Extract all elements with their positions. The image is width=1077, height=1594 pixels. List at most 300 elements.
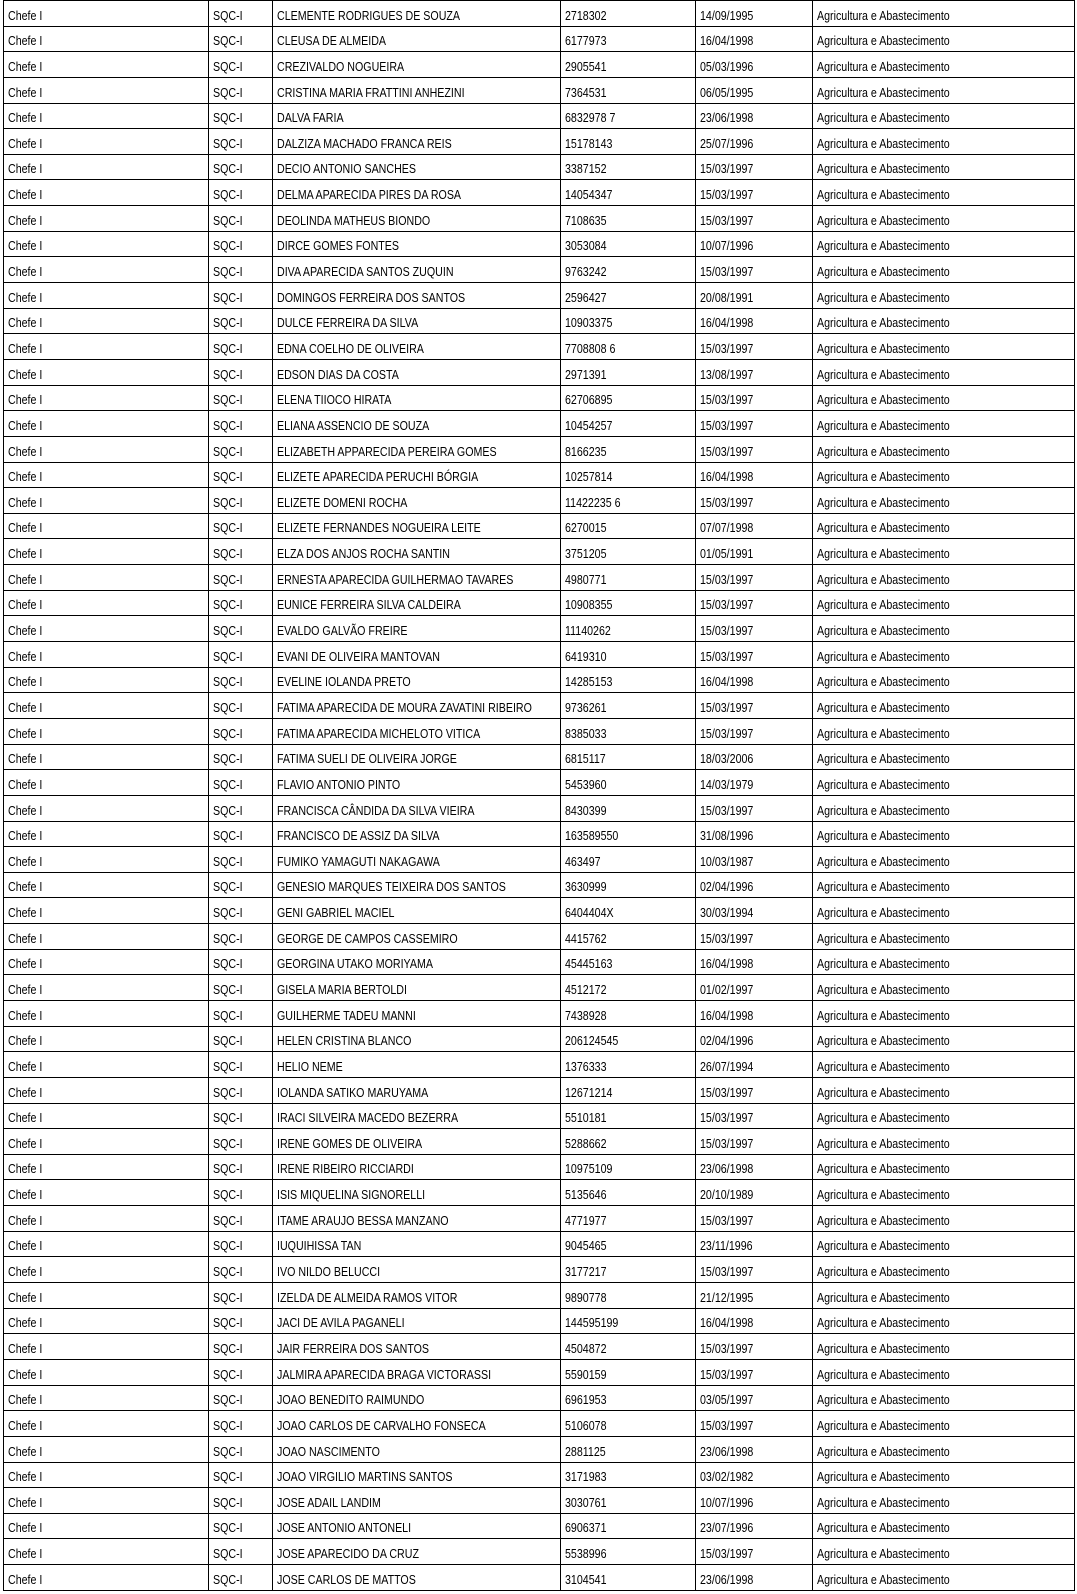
ref-cell-text: SQC-I — [213, 1212, 243, 1228]
ref-cell — [209, 770, 273, 796]
date-cell-text: 16/04/1998 — [700, 1315, 754, 1331]
date-cell-text: 10/07/1996 — [700, 238, 754, 254]
name-cell-text: ELENA TIIOCO HIRATA — [277, 392, 392, 408]
cargo-cell-text: Chefe I — [8, 1161, 43, 1177]
rg-cell-text: 4980771 — [565, 571, 607, 587]
department-cell — [813, 718, 1075, 744]
department-cell — [813, 154, 1075, 180]
ref-cell-text: SQC-I — [213, 1238, 243, 1254]
ref-cell — [209, 308, 273, 334]
department-cell — [813, 77, 1075, 103]
department-cell — [813, 180, 1075, 206]
rg-cell — [561, 1436, 696, 1462]
cargo-cell-text: Chefe I — [8, 981, 43, 997]
cargo-cell-text: Chefe I — [8, 546, 43, 562]
department-cell-text: Agricultura e Abastecimento — [817, 674, 950, 690]
table-row — [4, 770, 1075, 796]
cargo-cell-text: Chefe I — [8, 1417, 43, 1433]
department-cell-text: Agricultura e Abastecimento — [817, 212, 950, 228]
rg-cell — [561, 1539, 696, 1565]
rg-cell-text: 3053084 — [565, 238, 607, 254]
department-cell-text: Agricultura e Abastecimento — [817, 1110, 950, 1126]
table-row — [4, 334, 1075, 360]
date-cell-text: 15/03/1997 — [700, 1110, 754, 1126]
date-cell — [696, 154, 813, 180]
date-cell — [696, 77, 813, 103]
date-cell-text: 15/03/1997 — [700, 1084, 754, 1100]
department-cell-text: Agricultura e Abastecimento — [817, 699, 950, 715]
rg-cell-text: 7364531 — [565, 84, 607, 100]
cargo-cell — [4, 359, 209, 385]
date-cell-text: 15/03/1997 — [700, 725, 754, 741]
cargo-cell — [4, 154, 209, 180]
cargo-cell — [4, 1334, 209, 1360]
name-cell — [273, 1103, 561, 1129]
date-cell — [696, 385, 813, 411]
name-cell — [273, 359, 561, 385]
ref-cell — [209, 334, 273, 360]
ref-cell-text: SQC-I — [213, 264, 243, 280]
name-cell — [273, 565, 561, 591]
ref-cell-text: SQC-I — [213, 1033, 243, 1049]
name-cell-text: EVELINE IOLANDA PRETO — [277, 674, 411, 690]
ref-cell — [209, 257, 273, 283]
cargo-cell — [4, 1052, 209, 1078]
date-cell-text: 25/07/1996 — [700, 135, 754, 151]
table-row — [4, 1359, 1075, 1385]
staff-table — [3, 0, 1075, 1591]
rg-cell-text: 2971391 — [565, 366, 607, 382]
cargo-cell-text: Chefe I — [8, 84, 43, 100]
name-cell-text: EVANI DE OLIVEIRA MANTOVAN — [277, 648, 440, 664]
table-row — [4, 52, 1075, 78]
rg-cell-text: 144595199 — [565, 1315, 619, 1331]
rg-cell-text: 10257814 — [565, 469, 613, 485]
name-cell-text: IRENE GOMES DE OLIVEIRA — [277, 1135, 423, 1151]
rg-cell-text: 5135646 — [565, 1187, 607, 1203]
date-cell-text: 15/03/1997 — [700, 648, 754, 664]
ref-cell — [209, 744, 273, 770]
cargo-cell-text: Chefe I — [8, 469, 43, 485]
cargo-cell — [4, 821, 209, 847]
ref-cell-text: SQC-I — [213, 315, 243, 331]
name-cell-text: GISELA MARIA BERTOLDI — [277, 981, 407, 997]
cargo-cell — [4, 513, 209, 539]
rg-cell — [561, 975, 696, 1001]
name-cell — [273, 436, 561, 462]
date-cell — [696, 26, 813, 52]
name-cell — [273, 744, 561, 770]
ref-cell-text: SQC-I — [213, 1058, 243, 1074]
date-cell-text: 16/04/1998 — [700, 674, 754, 690]
ref-cell-text: SQC-I — [213, 1264, 243, 1280]
department-cell-text: Agricultura e Abastecimento — [817, 187, 950, 203]
date-cell-text: 15/03/1997 — [700, 392, 754, 408]
ref-cell — [209, 642, 273, 668]
name-cell — [273, 488, 561, 514]
cargo-cell-text: Chefe I — [8, 238, 43, 254]
cargo-cell-text: Chefe I — [8, 58, 43, 74]
name-cell-text: DALZIZA MACHADO FRANCA REIS — [277, 135, 452, 151]
name-cell — [273, 616, 561, 642]
ref-cell-text: SQC-I — [213, 1417, 243, 1433]
name-cell-text: ELIZETE APARECIDA PERUCHI BÓRGIA — [277, 469, 479, 485]
ref-cell-text: SQC-I — [213, 187, 243, 203]
cargo-cell — [4, 77, 209, 103]
date-cell-text: 05/03/1996 — [700, 58, 754, 74]
cargo-cell-text: Chefe I — [8, 1007, 43, 1023]
date-cell — [696, 1565, 813, 1591]
table-row — [4, 488, 1075, 514]
name-cell-text: JOSE APARECIDO DA CRUZ — [277, 1546, 419, 1562]
ref-cell — [209, 411, 273, 437]
name-cell — [273, 1257, 561, 1283]
cargo-cell — [4, 206, 209, 232]
department-cell-text: Agricultura e Abastecimento — [817, 1161, 950, 1177]
rg-cell-text: 5590159 — [565, 1366, 607, 1382]
table-row — [4, 385, 1075, 411]
cargo-cell-text: Chefe I — [8, 1494, 43, 1510]
department-cell-text: Agricultura e Abastecimento — [817, 1058, 950, 1074]
date-cell — [696, 718, 813, 744]
department-cell — [813, 642, 1075, 668]
rg-cell — [561, 334, 696, 360]
date-cell-text: 15/03/1997 — [700, 802, 754, 818]
department-cell — [813, 1411, 1075, 1437]
name-cell — [273, 590, 561, 616]
ref-cell — [209, 1385, 273, 1411]
rg-cell-text: 7438928 — [565, 1007, 607, 1023]
department-cell — [813, 1539, 1075, 1565]
department-cell — [813, 1359, 1075, 1385]
name-cell-text: ELIZETE DOMENI ROCHA — [277, 494, 408, 510]
rg-cell — [561, 770, 696, 796]
cargo-cell-text: Chefe I — [8, 828, 43, 844]
department-cell — [813, 488, 1075, 514]
name-cell-text: JOAO CARLOS DE CARVALHO FONSECA — [277, 1417, 486, 1433]
date-cell-text: 03/02/1982 — [700, 1469, 754, 1485]
name-cell — [273, 206, 561, 232]
ref-cell-text: SQC-I — [213, 1494, 243, 1510]
cargo-cell — [4, 898, 209, 924]
date-cell — [696, 1026, 813, 1052]
department-cell — [813, 1000, 1075, 1026]
date-cell — [696, 462, 813, 488]
department-cell-text: Agricultura e Abastecimento — [817, 135, 950, 151]
rg-cell — [561, 1077, 696, 1103]
ref-cell-text: SQC-I — [213, 1392, 243, 1408]
cargo-cell-text: Chefe I — [8, 110, 43, 126]
rg-cell — [561, 924, 696, 950]
rg-cell — [561, 667, 696, 693]
date-cell-text: 10/07/1996 — [700, 1494, 754, 1510]
cargo-cell-text: Chefe I — [8, 751, 43, 767]
date-cell — [696, 1231, 813, 1257]
cargo-cell-text: Chefe I — [8, 1110, 43, 1126]
department-cell — [813, 693, 1075, 719]
department-cell — [813, 1052, 1075, 1078]
cargo-cell — [4, 616, 209, 642]
name-cell — [273, 231, 561, 257]
table-row — [4, 821, 1075, 847]
ref-cell — [209, 180, 273, 206]
table-row — [4, 642, 1075, 668]
ref-cell — [209, 821, 273, 847]
rg-cell-text: 2881125 — [565, 1443, 606, 1459]
cargo-cell-text: Chefe I — [8, 7, 43, 23]
rg-cell-text: 9890778 — [565, 1289, 607, 1305]
name-cell-text: EDSON DIAS DA COSTA — [277, 366, 399, 382]
name-cell-text: JOAO NASCIMENTO — [277, 1443, 380, 1459]
date-cell — [696, 1052, 813, 1078]
rg-cell — [561, 488, 696, 514]
date-cell — [696, 308, 813, 334]
rg-cell-text: 5453960 — [565, 776, 607, 792]
table-row — [4, 898, 1075, 924]
date-cell — [696, 411, 813, 437]
rg-cell-text: 10975109 — [565, 1161, 613, 1177]
date-cell — [696, 1462, 813, 1488]
rg-cell-text: 62706895 — [565, 392, 613, 408]
cargo-cell — [4, 924, 209, 950]
department-cell — [813, 1283, 1075, 1309]
rg-cell — [561, 308, 696, 334]
rg-cell-text: 8430399 — [565, 802, 607, 818]
rg-cell — [561, 513, 696, 539]
table-row — [4, 1565, 1075, 1591]
department-cell-text: Agricultura e Abastecimento — [817, 340, 950, 356]
rg-cell — [561, 1231, 696, 1257]
rg-cell-text: 2905541 — [565, 58, 607, 74]
department-cell-text: Agricultura e Abastecimento — [817, 776, 950, 792]
ref-cell — [209, 1436, 273, 1462]
ref-cell — [209, 693, 273, 719]
name-cell-text: ELIZABETH APPARECIDA PEREIRA GOMES — [277, 443, 497, 459]
rg-cell-text: 3171983 — [565, 1469, 607, 1485]
department-cell-text: Agricultura e Abastecimento — [817, 469, 950, 485]
name-cell — [273, 693, 561, 719]
ref-cell — [209, 616, 273, 642]
ref-cell — [209, 667, 273, 693]
name-cell — [273, 180, 561, 206]
table-row — [4, 1334, 1075, 1360]
date-cell-text: 03/05/1997 — [700, 1392, 754, 1408]
cargo-cell-text: Chefe I — [8, 1033, 43, 1049]
department-cell-text: Agricultura e Abastecimento — [817, 1135, 950, 1151]
rg-cell-text: 7708808 6 — [565, 340, 616, 356]
date-cell — [696, 1411, 813, 1437]
name-cell — [273, 847, 561, 873]
name-cell-text: DALVA FARIA — [277, 110, 344, 126]
department-cell — [813, 1308, 1075, 1334]
cargo-cell — [4, 103, 209, 129]
ref-cell-text: SQC-I — [213, 725, 243, 741]
cargo-cell — [4, 565, 209, 591]
cargo-cell-text: Chefe I — [8, 1469, 43, 1485]
cargo-cell-text: Chefe I — [8, 392, 43, 408]
department-cell — [813, 1180, 1075, 1206]
rg-cell-text: 15178143 — [565, 135, 613, 151]
date-cell-text: 15/03/1997 — [700, 340, 754, 356]
department-cell — [813, 1513, 1075, 1539]
name-cell — [273, 1000, 561, 1026]
department-cell-text: Agricultura e Abastecimento — [817, 1238, 950, 1254]
table-row — [4, 129, 1075, 155]
rg-cell — [561, 77, 696, 103]
name-cell-text: DELMA APARECIDA PIRES DA ROSA — [277, 187, 462, 203]
cargo-cell — [4, 436, 209, 462]
cargo-cell — [4, 1026, 209, 1052]
rg-cell-text: 6177973 — [565, 33, 607, 49]
rg-cell — [561, 642, 696, 668]
table-row — [4, 231, 1075, 257]
date-cell-text: 15/03/1997 — [700, 699, 754, 715]
ref-cell — [209, 488, 273, 514]
date-cell — [696, 565, 813, 591]
date-cell-text: 15/03/1997 — [700, 494, 754, 510]
table-row — [4, 1154, 1075, 1180]
date-cell-text: 20/08/1991 — [700, 289, 754, 305]
ref-cell — [209, 1154, 273, 1180]
rg-cell — [561, 1103, 696, 1129]
ref-cell-text: SQC-I — [213, 212, 243, 228]
department-cell — [813, 462, 1075, 488]
cargo-cell-text: Chefe I — [8, 340, 43, 356]
name-cell-text: JOSE ANTONIO ANTONELI — [277, 1520, 412, 1536]
name-cell — [273, 129, 561, 155]
rg-cell-text: 6906371 — [565, 1520, 607, 1536]
department-cell — [813, 1077, 1075, 1103]
cargo-cell — [4, 642, 209, 668]
cargo-cell-text: Chefe I — [8, 161, 43, 177]
ref-cell-text: SQC-I — [213, 289, 243, 305]
date-cell — [696, 103, 813, 129]
name-cell-text: DECIO ANTONIO SANCHES — [277, 161, 417, 177]
cargo-cell — [4, 385, 209, 411]
cargo-cell-text: Chefe I — [8, 802, 43, 818]
date-cell — [696, 924, 813, 950]
date-cell — [696, 1334, 813, 1360]
date-cell-text: 02/04/1996 — [700, 1033, 754, 1049]
ref-cell — [209, 718, 273, 744]
table-row — [4, 565, 1075, 591]
ref-cell — [209, 129, 273, 155]
department-cell-text: Agricultura e Abastecimento — [817, 725, 950, 741]
cargo-cell — [4, 1257, 209, 1283]
ref-cell — [209, 231, 273, 257]
department-cell-text: Agricultura e Abastecimento — [817, 905, 950, 921]
table-row — [4, 616, 1075, 642]
date-cell-text: 15/03/1997 — [700, 1340, 754, 1356]
rg-cell-text: 3387152 — [565, 161, 607, 177]
date-cell-text: 15/03/1997 — [700, 417, 754, 433]
department-cell — [813, 1436, 1075, 1462]
date-cell — [696, 693, 813, 719]
ref-cell-text: SQC-I — [213, 1315, 243, 1331]
department-cell — [813, 103, 1075, 129]
date-cell-text: 14/03/1979 — [700, 776, 754, 792]
table-row — [4, 283, 1075, 309]
cargo-cell-text: Chefe I — [8, 520, 43, 536]
table-row — [4, 206, 1075, 232]
date-cell-text: 01/05/1991 — [700, 546, 754, 562]
department-cell — [813, 1154, 1075, 1180]
name-cell-text: IOLANDA SATIKO MARUYAMA — [277, 1084, 429, 1100]
cargo-cell — [4, 1077, 209, 1103]
department-cell — [813, 1385, 1075, 1411]
name-cell-text: JOAO VIRGILIO MARTINS SANTOS — [277, 1469, 453, 1485]
ref-cell-text: SQC-I — [213, 930, 243, 946]
date-cell — [696, 1257, 813, 1283]
department-cell — [813, 949, 1075, 975]
cargo-cell — [4, 1231, 209, 1257]
department-cell-text: Agricultura e Abastecimento — [817, 546, 950, 562]
department-cell-text: Agricultura e Abastecimento — [817, 417, 950, 433]
rg-cell — [561, 718, 696, 744]
date-cell-text: 02/04/1996 — [700, 879, 754, 895]
table-row — [4, 513, 1075, 539]
date-cell — [696, 1488, 813, 1514]
name-cell — [273, 770, 561, 796]
date-cell — [696, 334, 813, 360]
date-cell — [696, 1385, 813, 1411]
ref-cell-text: SQC-I — [213, 135, 243, 151]
date-cell-text: 18/03/2006 — [700, 751, 754, 767]
ref-cell — [209, 1334, 273, 1360]
cargo-cell — [4, 949, 209, 975]
cargo-cell-text: Chefe I — [8, 1520, 43, 1536]
cargo-cell — [4, 1462, 209, 1488]
department-cell-text: Agricultura e Abastecimento — [817, 981, 950, 997]
department-cell-text: Agricultura e Abastecimento — [817, 751, 950, 767]
department-cell — [813, 1488, 1075, 1514]
rg-cell-text: 4512172 — [565, 981, 607, 997]
name-cell-text: IUQUIHISSA TAN — [277, 1238, 362, 1254]
table-row — [4, 1052, 1075, 1078]
rg-cell-text: 3751205 — [565, 546, 607, 562]
ref-cell — [209, 795, 273, 821]
department-cell-text: Agricultura e Abastecimento — [817, 84, 950, 100]
rg-cell — [561, 283, 696, 309]
name-cell-text: IRACI SILVEIRA MACEDO BEZERRA — [277, 1110, 459, 1126]
name-cell-text: ELIZETE FERNANDES NOGUEIRA LEITE — [277, 520, 481, 536]
ref-cell — [209, 1283, 273, 1309]
ref-cell — [209, 436, 273, 462]
ref-cell — [209, 154, 273, 180]
name-cell-text: IVO NILDO BELUCCI — [277, 1264, 381, 1280]
ref-cell — [209, 1257, 273, 1283]
rg-cell-text: 9736261 — [565, 699, 607, 715]
rg-cell — [561, 231, 696, 257]
rg-cell-text: 6961953 — [565, 1392, 607, 1408]
cargo-cell — [4, 975, 209, 1001]
date-cell-text: 23/06/1998 — [700, 1161, 754, 1177]
ref-cell-text: SQC-I — [213, 1289, 243, 1305]
ref-cell — [209, 975, 273, 1001]
ref-cell — [209, 898, 273, 924]
date-cell — [696, 821, 813, 847]
department-cell-text: Agricultura e Abastecimento — [817, 366, 950, 382]
date-cell-text: 15/03/1997 — [700, 1366, 754, 1382]
name-cell-text: DULCE FERREIRA DA SILVA — [277, 315, 419, 331]
name-cell — [273, 1359, 561, 1385]
cargo-cell — [4, 744, 209, 770]
ref-cell — [209, 949, 273, 975]
ref-cell — [209, 1513, 273, 1539]
date-cell-text: 23/07/1996 — [700, 1520, 754, 1536]
table-row — [4, 436, 1075, 462]
name-cell — [273, 1411, 561, 1437]
